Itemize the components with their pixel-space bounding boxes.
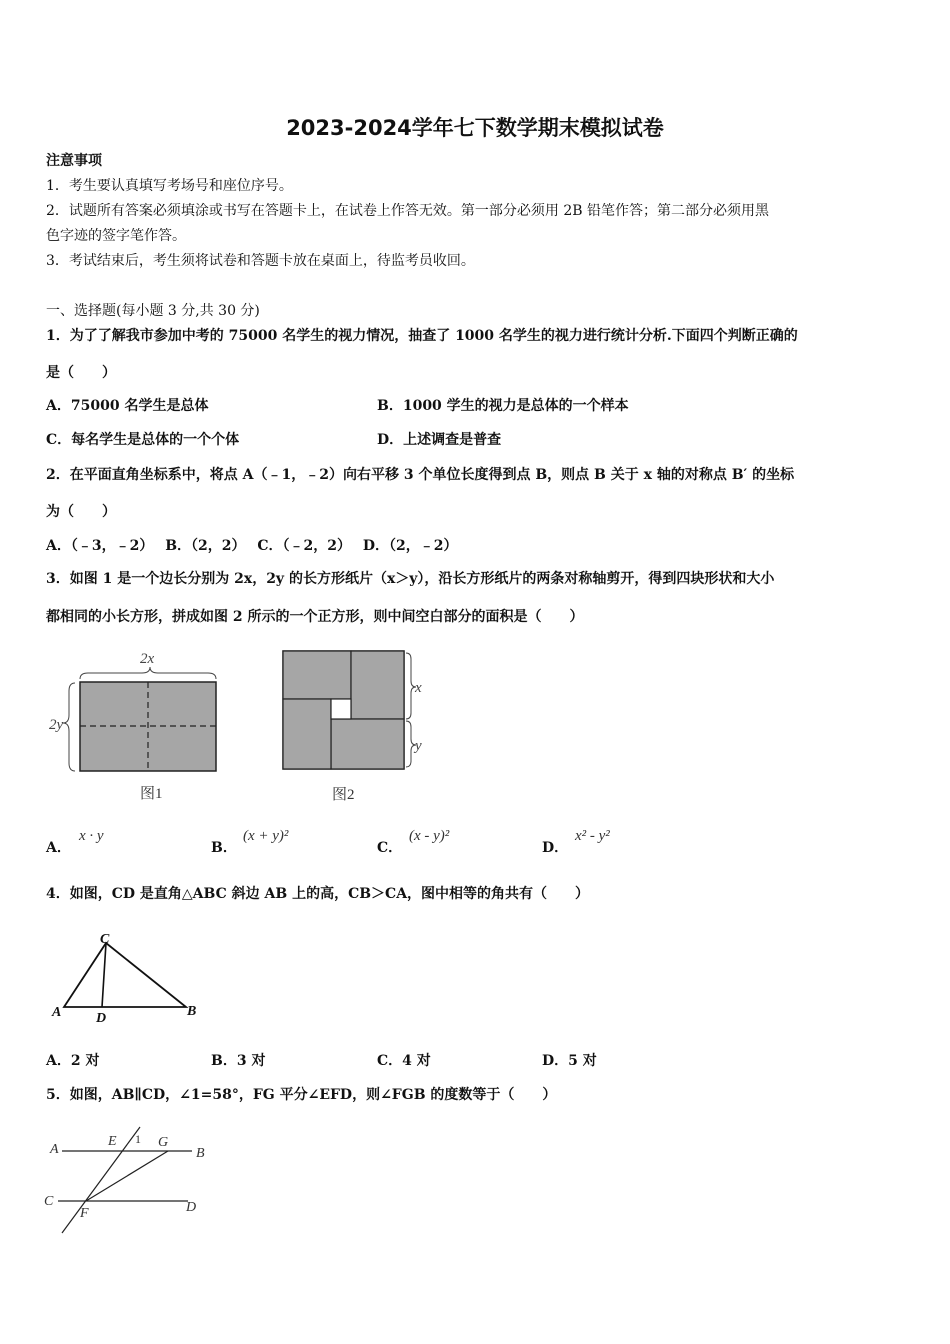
q1-option-b: B．1000 学生的视力是总体的一个样本 — [377, 398, 629, 414]
q5-label-a: A — [50, 1142, 59, 1157]
notice-item-2-line-1: 2．试题所有答案必须填涂或书写在答题卡上，在试卷上作答无效。第一部分必须用 2B 铅笔作答；第二部分必须用黑 — [46, 203, 769, 219]
fig2-piece-top-right — [351, 651, 404, 719]
q4-altitude-cd — [102, 943, 106, 1007]
page-title: 2023-2024学年七下数学期末模拟试卷 — [286, 116, 664, 140]
q2-stem-line-2: 为（ ） — [46, 504, 116, 520]
q5-figure — [40, 1125, 220, 1240]
q3-option-a-expr: x · y — [79, 828, 104, 844]
q5-label-f: F — [80, 1206, 89, 1221]
q3-option-c-expr: (x - y)² — [409, 828, 450, 844]
q5-segment-fg — [86, 1151, 168, 1201]
fig2-caption: 图2 — [332, 787, 355, 803]
q3-option-b-letter: B． — [211, 840, 237, 856]
q5-stem: 5．如图，AB∥CD，∠1=58°，FG 平分∠EFD，则∠FGB 的度数等于（ ） — [46, 1087, 557, 1103]
q4-label-b: B — [187, 1004, 197, 1019]
q5-transversal-ef — [62, 1127, 140, 1233]
q4-stem: 4．如图，CD 是直角△ABC 斜边 AB 上的高，CB＞CA，图中相等的角共有（ ） — [46, 886, 590, 902]
q2-stem-line-1: 2．在平面直角坐标系中，将点 A（﹣1，﹣2）向右平移 3 个单位长度得到点 B，则点 B 关于 x 轴的对称点 B′ 的坐标 — [46, 467, 795, 483]
q3-option-b-expr: (x + y)² — [243, 828, 289, 844]
fig2-lower-label: y — [415, 738, 422, 754]
q4-label-d: D — [96, 1011, 107, 1025]
q3-figure-1 — [44, 645, 234, 810]
notice-heading: 注意事项 — [46, 153, 102, 169]
fig2-piece-bottom-left — [283, 699, 331, 769]
fig2-upper-label: x — [415, 680, 422, 696]
q4-label-c: C — [100, 932, 110, 947]
q1-option-c: C．每名学生是总体的一个个体 — [46, 432, 240, 448]
q3-figure-2 — [278, 645, 438, 810]
q5-label-g: G — [158, 1135, 169, 1150]
q3-option-c-letter: C． — [377, 840, 403, 856]
q4-label-a: A — [52, 1005, 62, 1020]
q1-option-a: A．75000 名学生是总体 — [46, 398, 209, 414]
q4-option-d: D．5 对 — [542, 1053, 597, 1069]
fig1-caption: 图1 — [140, 786, 163, 802]
notice-item-2-line-2: 色字迹的签字笔作答。 — [46, 228, 186, 244]
notice-item-3: 3．考试结束后，考生须将试卷和答题卡放在桌面上，待监考员收回。 — [46, 253, 475, 269]
q1-option-d: D．上述调查是普查 — [377, 432, 502, 448]
q2-options: A．（﹣3，﹣2） B．（2，2） C．（﹣2，2） D．（2，﹣2） — [46, 538, 458, 554]
fig1-top-label: 2x — [140, 651, 155, 667]
q4-option-a: A．2 对 — [46, 1053, 100, 1069]
q5-label-e: E — [108, 1134, 117, 1149]
q3-option-d-letter: D． — [542, 840, 569, 856]
q4-triangle — [64, 943, 186, 1007]
q5-label-d: D — [186, 1200, 197, 1215]
q4-option-c: C．4 对 — [377, 1053, 431, 1069]
q3-stem-line-2: 都相同的小长方形，拼成如图 2 所示的一个正方形，则中间空白部分的面积是（ ） — [46, 609, 584, 625]
brace-left — [63, 683, 75, 771]
fig2-center-blank — [331, 699, 351, 719]
q4-figure — [44, 925, 214, 1025]
fig2-piece-bottom-right — [331, 719, 404, 769]
section-heading: 一、选择题(每小题 3 分,共 30 分) — [46, 303, 260, 319]
q3-option-a-letter: A． — [46, 840, 71, 856]
q1-stem-line-1: 1．为了了解我市参加中考的 75000 名学生的视力情况，抽查了 1000 名学生的视力进行统计分析.下面四个判断正确的 — [46, 328, 798, 344]
q5-label-c: C — [44, 1194, 54, 1209]
brace-top — [80, 667, 216, 679]
q1-stem-line-2: 是（ ） — [46, 365, 116, 381]
fig2-piece-top-left — [283, 651, 351, 699]
q3-option-d-expr: x² - y² — [575, 828, 610, 844]
q3-stem-line-1: 3．如图 1 是一个边长分别为 2x，2y 的长方形纸片（x＞y），沿长方形纸片的两条对称轴剪开，得到四块形状和大小 — [46, 571, 775, 587]
q5-label-angle-1: 1 — [135, 1132, 141, 1146]
notice-item-1: 1．考生要认真填写考场号和座位序号。 — [46, 178, 293, 194]
q5-label-b: B — [196, 1146, 205, 1161]
q4-option-b: B．3 对 — [211, 1053, 266, 1069]
fig1-left-label: 2y — [49, 717, 64, 733]
